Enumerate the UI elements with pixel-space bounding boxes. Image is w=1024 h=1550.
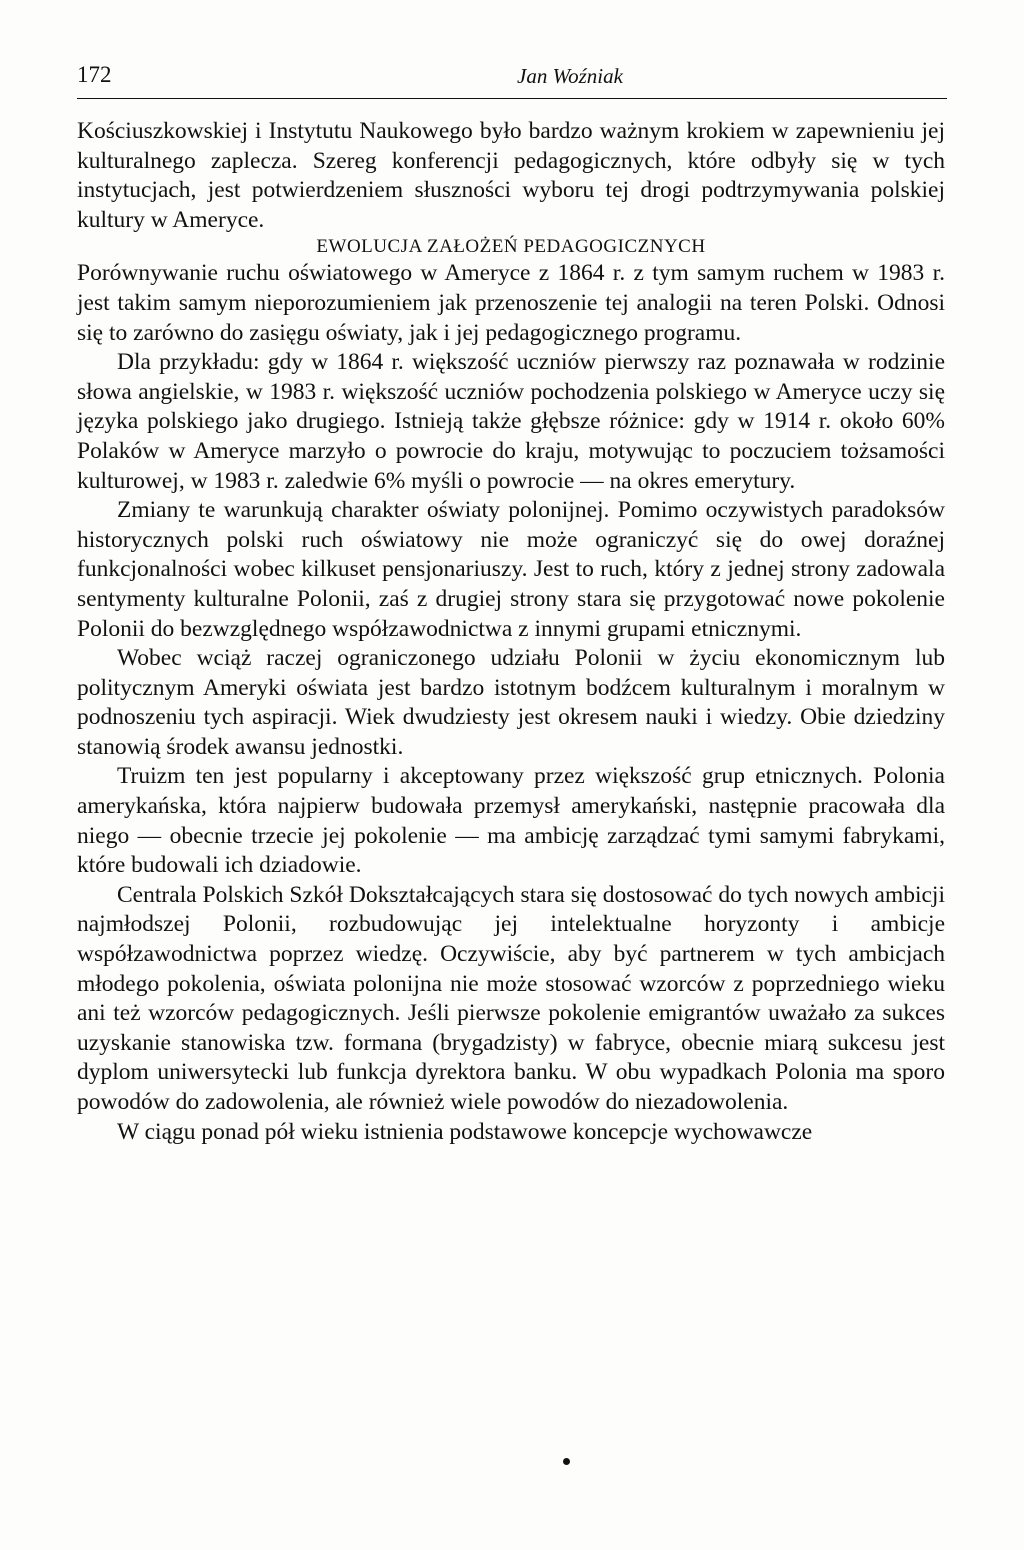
paragraph: W ciągu ponad pół wieku istnienia podstawowe koncepcje wychowawcze (117, 1118, 813, 1145)
paragraph: Truizm ten jest popularny i akceptowany przez większość grup etnicznych. Polonia amerykańska, która najpierw budowała przemysł amerykański, następnie pracowała dla niego — obecnie trzecie jej pokolenie — ma ambicję zarządzać tymi samymi fabrykami, które budowali ich dziadowie. (77, 763, 945, 879)
paragraph: Dla przykładu: gdy w 1864 r. większość uczniów pierwszy raz poznawała w rodzinie słowa angielskie, w 1983 r. większość uczniów pochodzenia polskiego w Ameryce uczy się języka polskiego jako drugiego. Istnieją także głębsze różnice: gdy w 1914 r. około 60% Polaków w Ameryce marzyło o powrocie do kraju, motywując to poczuciem tożsamości kulturowej, w 1983 r. zaledwie 6% myśli o powrocie — na okres emerytury. (77, 349, 945, 494)
section-heading: EWOLUCJA ZAŁOŻEŃ PEDAGOGICZNYCH (316, 236, 706, 258)
running-head-author: Jan Woźniak (517, 64, 623, 88)
body-text (77, 117, 945, 1147)
paragraph: Porównywanie ruchu oświatowego w Ameryce z 1864 r. z tym samym ruchem w 1983 r. jest takim samym nieporozumieniem jak przenoszenie tej analogii na teren Polski. Odnosi się to zarówno do zasięgu oświaty, jak i jej pedagogicznego programu. (77, 260, 945, 346)
print-mark (563, 1458, 570, 1465)
intro-paragraph: Kościuszkowskiej i Instytutu Naukowego było bardzo ważnym krokiem w zapewnieniu jej kulturalnego zaplecza. Szereg konferencji pedagogicznych, które odbyły się w tych instytucjach, jest potwierdzeniem słuszności wyboru tej drogi podtrzymywania polskiej kultury w Ameryce. (77, 118, 945, 233)
page-number: 172 (77, 62, 112, 87)
paragraph: Zmiany te warunkują charakter oświaty polonijnej. Pomimo oczywistych paradoksów historycznych polski ruch oświatowy nie może ograniczyć się do owej doraźnej funkcjonalności wobec kilkuset pensjonariuszy. Jest to ruch, który z jednej strony zadowala sentymenty kulturalne Polonii, zaś z drugiej strony stara się przygotować nowe pokolenie Polonii do bezwzględnego współzawodnictwa z innymi grupami etnicznymi. (77, 497, 945, 642)
page-header (77, 58, 947, 99)
paragraph: Wobec wciąż raczej ograniczonego udziału Polonii w życiu ekonomicznym lub politycznym Ameryki oświata jest bardzo istotnym bodźcem kulturalnym i moralnym w podnoszeniu tych aspiracji. Wiek dwudziesty jest okresem nauki i wiedzy. Obie dziedziny stanowią środek awansu jednostki. (77, 645, 945, 760)
paragraph: Centrala Polskich Szkół Dokształcających stara się dostosować do tych nowych ambicji najmłodszej Polonii, rozbudowując jej intelektualne horyzonty i ambicje współzawodnictwa poprzez wiedzę. Oczywiście, aby być partnerem w tych ambicjach młodego pokolenia, oświata polonijna nie może stosować wzorców z poprzedniego wieku ani też wzorców pedagogicznych. Jeśli pierwsze pokolenie emigrantów uważało za sukces uzyskanie stanowiska tzw. formana (brygadzisty) w fabryce, obecnie miarą sukcesu jest dyplom uniwersytecki lub funkcja dyrektora banku. W obu wypadkach Polonia ma sporo powodów do zadowolenia, ale również wiele powodów do niezadowolenia. (77, 881, 945, 1115)
